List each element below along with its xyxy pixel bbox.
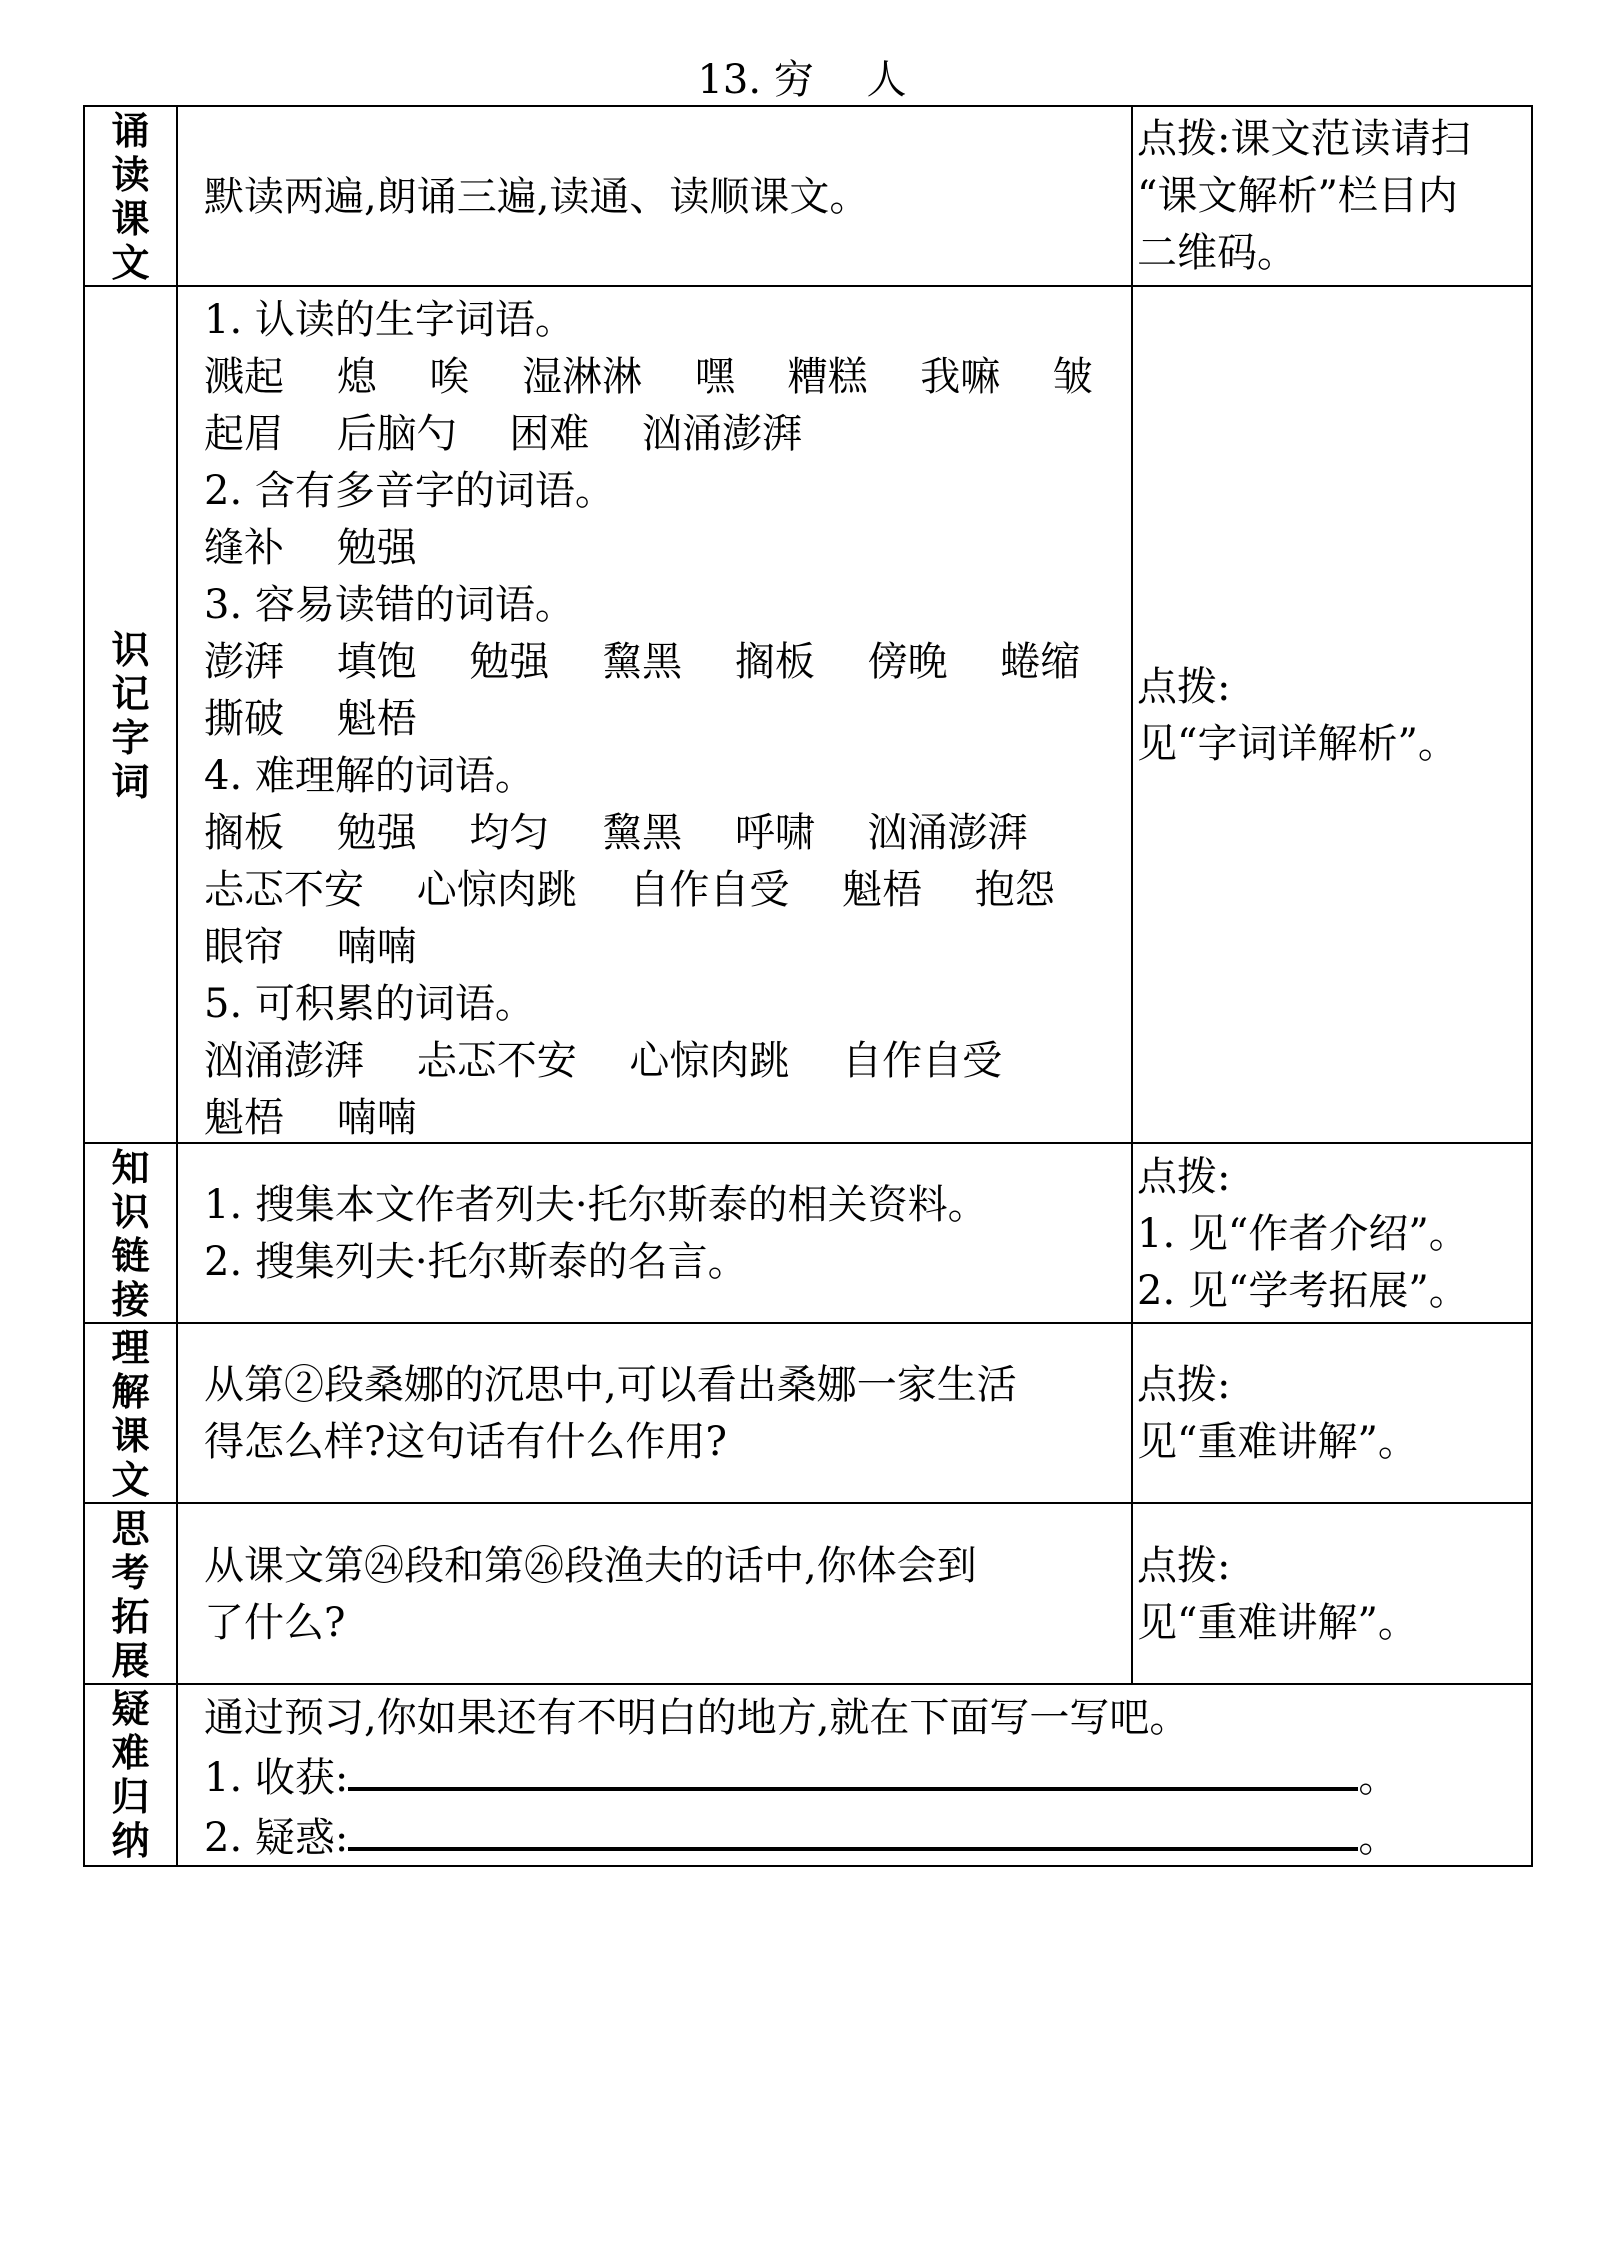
text-line: 溅起 熄 唉 湿淋淋 嘿 糟糕 我嘛 皱: [204, 354, 1094, 400]
text-line: 从课文第㉔段和第㉖段渔夫的话中,你体会到: [204, 1542, 977, 1589]
row-label: [83, 1685, 176, 1865]
hint-line: 见“字词详解析”。: [1137, 720, 1458, 767]
text-line: 汹涌澎湃 忐忑不安 心惊肉跳 自作自受: [204, 1038, 1003, 1084]
row-understand-text: [83, 1322, 1533, 1504]
row-recite-text: [83, 105, 1533, 287]
hint-line: 2. 见“学考拓展”。: [1137, 1267, 1469, 1314]
text-line: 起眉 后脑勺 困难 汹涌澎湃: [204, 411, 803, 457]
row-label-char: 展: [111, 1638, 150, 1683]
hint-line: 点拨:: [1137, 1153, 1231, 1200]
row-label-char: 字: [111, 715, 150, 760]
text-line: 了什么?: [204, 1599, 346, 1646]
hint-line: “课文解析”栏目内: [1137, 173, 1458, 219]
row-label-char: 记: [111, 671, 150, 716]
text-line: 魁梧 喃喃: [204, 1095, 417, 1141]
hint-line: 点拨:: [1137, 663, 1231, 710]
row-memorize-words: [83, 285, 1533, 1144]
hint-cell: [1131, 107, 1533, 287]
row-label-char: 课: [111, 1414, 150, 1458]
page-title: 13. 穷 人: [697, 57, 907, 103]
hint-cell: [1131, 1324, 1533, 1504]
answer-field-end: 。: [1358, 1815, 1399, 1861]
row-label-char: 思: [111, 1506, 150, 1551]
hint-line: 点拨:课文范读请扫: [1137, 116, 1471, 162]
answer-field-label: 2. 疑惑:: [204, 1815, 349, 1861]
row-label-char: 文: [111, 241, 150, 285]
row-label-char: 课: [111, 197, 150, 241]
hint-line: 点拨:: [1137, 1362, 1231, 1408]
hint-line: 二维码。: [1137, 230, 1297, 276]
row-label: [83, 1504, 176, 1685]
row-knowledge-link: [83, 1142, 1533, 1324]
main-cell: [176, 1144, 1131, 1324]
answer-field-label: 1. 收获:: [204, 1755, 349, 1801]
answer-field-row: [204, 1747, 1531, 1807]
text-line: 忐忑不安 心惊肉跳 自作自受 魁梧 抱怨: [204, 867, 1055, 913]
text-line: 4. 难理解的词语。: [204, 753, 535, 799]
row-label-char: 读: [111, 153, 150, 197]
answer-field-row: [204, 1807, 1531, 1867]
intro-text: 通过预习,你如果还有不明白的地方,就在下面写一写吧。: [204, 1695, 1190, 1741]
hint-cell: [1131, 1504, 1533, 1685]
main-cell: [176, 1504, 1131, 1685]
row-label-char: 考: [111, 1550, 150, 1595]
row-label-char: 疑: [111, 1687, 150, 1731]
text-line: 撕破 魁梧: [204, 696, 417, 742]
row-label-char: 词: [111, 759, 150, 804]
row-label: [83, 1324, 176, 1504]
row-label-char: 拓: [111, 1594, 150, 1639]
row-label-char: 知: [111, 1146, 150, 1190]
row-label-char: 归: [111, 1775, 150, 1819]
row-label-char: 文: [111, 1458, 150, 1502]
row-label-char: 诵: [111, 109, 150, 153]
row-label-char: 解: [111, 1370, 150, 1414]
row-label-char: 纳: [111, 1819, 150, 1863]
text-line: 缝补 勉强: [204, 525, 417, 571]
text-line: 从第②段桑娜的沉思中,可以看出桑娜一家生活: [204, 1362, 1017, 1408]
text-line: 1. 搜集本文作者列夫·托尔斯泰的相关资料。: [204, 1182, 988, 1228]
text-line: 2. 含有多音字的词语。: [204, 468, 615, 514]
row-label-char: 识: [111, 1190, 150, 1234]
hint-line: 点拨:: [1137, 1542, 1231, 1589]
text-line: 1. 认读的生字词语。: [204, 297, 575, 343]
text-line: 3. 容易读错的词语。: [204, 582, 575, 628]
row-label: [83, 1144, 176, 1324]
text-line: 眼帘 喃喃: [204, 924, 417, 970]
hint-line: 见“重难讲解”。: [1137, 1599, 1418, 1646]
text-line: 得怎么样?这句话有什么作用?: [204, 1419, 727, 1465]
main-cell: [176, 1685, 1533, 1865]
hint-cell: [1131, 287, 1533, 1144]
text-line: 澎湃 填饱 勉强 黧黑 搁板 傍晚 蜷缩: [204, 639, 1081, 685]
main-cell: [176, 107, 1131, 287]
hint-line: 见“重难讲解”。: [1137, 1419, 1418, 1465]
main-cell: [176, 287, 1131, 1144]
main-cell: [176, 1324, 1131, 1504]
hint-cell: [1131, 1144, 1533, 1324]
answer-blank-line[interactable]: [348, 1807, 1358, 1851]
text-line: 2. 搜集列夫·托尔斯泰的名言。: [204, 1239, 748, 1285]
row-label: [83, 287, 176, 1144]
row-think-expand: [83, 1502, 1533, 1685]
row-label-char: 难: [111, 1731, 150, 1775]
text-line: 默读两遍,朗诵三遍,读通、读顺课文。: [204, 173, 870, 220]
answer-field-end: 。: [1358, 1755, 1399, 1801]
hint-line: 1. 见“作者介绍”。: [1137, 1210, 1469, 1257]
text-line: 搁板 勉强 均匀 黧黑 呼啸 汹涌澎湃: [204, 810, 1028, 856]
row-label-char: 接: [111, 1278, 150, 1322]
row-label-char: 理: [111, 1326, 150, 1370]
answer-blank-line[interactable]: [348, 1747, 1358, 1791]
row-label-char: 链: [111, 1234, 150, 1278]
row-label-char: 识: [111, 627, 150, 672]
row-label: [83, 107, 176, 287]
text-line: 5. 可积累的词语。: [204, 981, 535, 1027]
row-questions-summary: [83, 1683, 1533, 1867]
